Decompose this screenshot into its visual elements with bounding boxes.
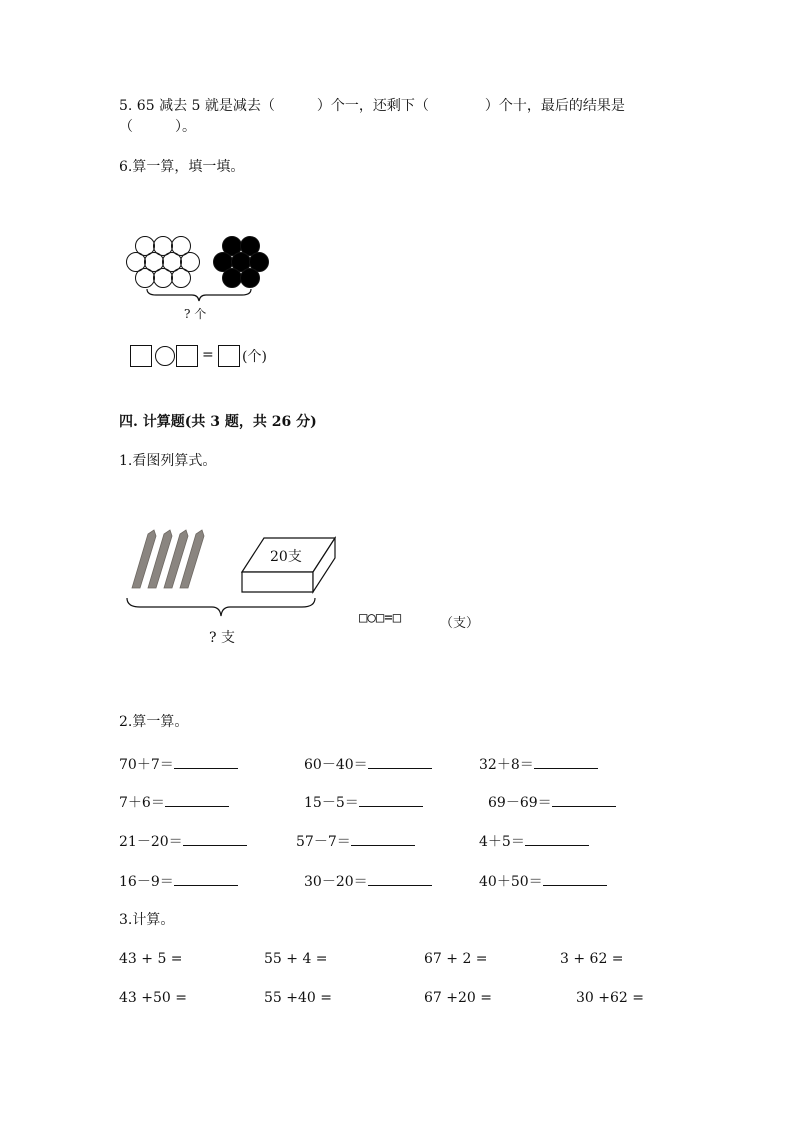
q6-title: 6.算一算，填一填。 <box>119 159 245 175</box>
c2-item <box>304 871 432 891</box>
c2-expr: 16－9＝ <box>119 874 174 890</box>
hollow-circle <box>153 268 173 288</box>
answer-box[interactable] <box>218 345 240 367</box>
c1-equation: □○□=□ <box>359 610 402 626</box>
c2-item <box>119 792 229 812</box>
unit-label: (个) <box>242 349 267 365</box>
brace-icon <box>126 597 316 617</box>
c2-item <box>488 792 616 812</box>
c2-expr: 60－40＝ <box>304 757 368 773</box>
c2-item <box>304 792 423 812</box>
c2-expr: 4＋5＝ <box>479 834 525 850</box>
c2-title: 2.算一算。 <box>119 714 189 730</box>
answer-blank[interactable] <box>165 792 229 807</box>
c2-expr: 21－20＝ <box>119 834 183 850</box>
c2-expr: 40＋50＝ <box>479 874 543 890</box>
c1-brace-label: ? 支 <box>209 630 235 646</box>
c1-unit: （支） <box>440 616 480 631</box>
c2-item <box>479 831 589 851</box>
answer-blank[interactable] <box>525 831 589 846</box>
c2-item <box>304 754 432 774</box>
answer-box[interactable] <box>130 345 152 367</box>
q5-line-2: （ ）。 <box>119 119 196 135</box>
equals-sign: = <box>202 347 214 363</box>
c3-item: 67 +20 = <box>424 990 492 1006</box>
answer-blank[interactable] <box>368 871 432 886</box>
operator-circle[interactable] <box>155 346 175 366</box>
answer-blank[interactable] <box>359 792 423 807</box>
c3-title: 3.计算。 <box>119 912 175 928</box>
section-title: 四. 计算题(共 3 题，共 26 分) <box>119 414 317 430</box>
c2-item <box>119 754 238 774</box>
answer-blank[interactable] <box>368 754 432 769</box>
c2-expr: 7＋6＝ <box>119 795 165 811</box>
pencil-box-label: 20支 <box>270 549 302 565</box>
c2-item <box>119 831 247 851</box>
c3-item: 55 +40 = <box>264 990 332 1006</box>
c2-expr: 32＋8＝ <box>479 757 534 773</box>
c2-expr: 69－69＝ <box>488 795 552 811</box>
c2-expr: 30－20＝ <box>304 874 368 890</box>
c3-item: 55 + 4 = <box>264 951 328 967</box>
answer-blank[interactable] <box>174 754 238 769</box>
c3-item: 30 +62 = <box>576 990 644 1006</box>
q6-brace-label: ? 个 <box>184 307 207 321</box>
answer-box[interactable] <box>176 345 198 367</box>
c1-title: 1.看图列算式。 <box>119 453 217 469</box>
answer-blank[interactable] <box>543 871 607 886</box>
answer-blank[interactable] <box>183 831 247 846</box>
c2-expr: 57－7＝ <box>296 834 351 850</box>
hollow-circle <box>171 268 191 288</box>
c3-item: 3 + 62 = <box>560 951 624 967</box>
c3-item: 67 + 2 = <box>424 951 488 967</box>
filled-circle <box>222 268 242 288</box>
filled-circle <box>240 268 260 288</box>
brace-icon <box>146 288 252 302</box>
answer-blank[interactable] <box>534 754 598 769</box>
answer-blank[interactable] <box>552 792 616 807</box>
c2-item <box>119 871 238 891</box>
c2-item <box>479 871 607 891</box>
c3-item: 43 +50 = <box>119 990 187 1006</box>
hollow-circle <box>135 268 155 288</box>
c2-expr: 15－5＝ <box>304 795 359 811</box>
answer-blank[interactable] <box>174 871 238 886</box>
pencils-icon <box>128 528 208 592</box>
c3-item: 43 + 5 = <box>119 951 183 967</box>
c2-item <box>296 831 415 851</box>
c2-expr: 70＋7＝ <box>119 757 174 773</box>
answer-blank[interactable] <box>351 831 415 846</box>
c2-item <box>479 754 598 774</box>
q5-line-1: 5. 65 减去 5 就是减去（ ）个一，还剩下（ ）个十，最后的结果是 <box>119 98 625 114</box>
